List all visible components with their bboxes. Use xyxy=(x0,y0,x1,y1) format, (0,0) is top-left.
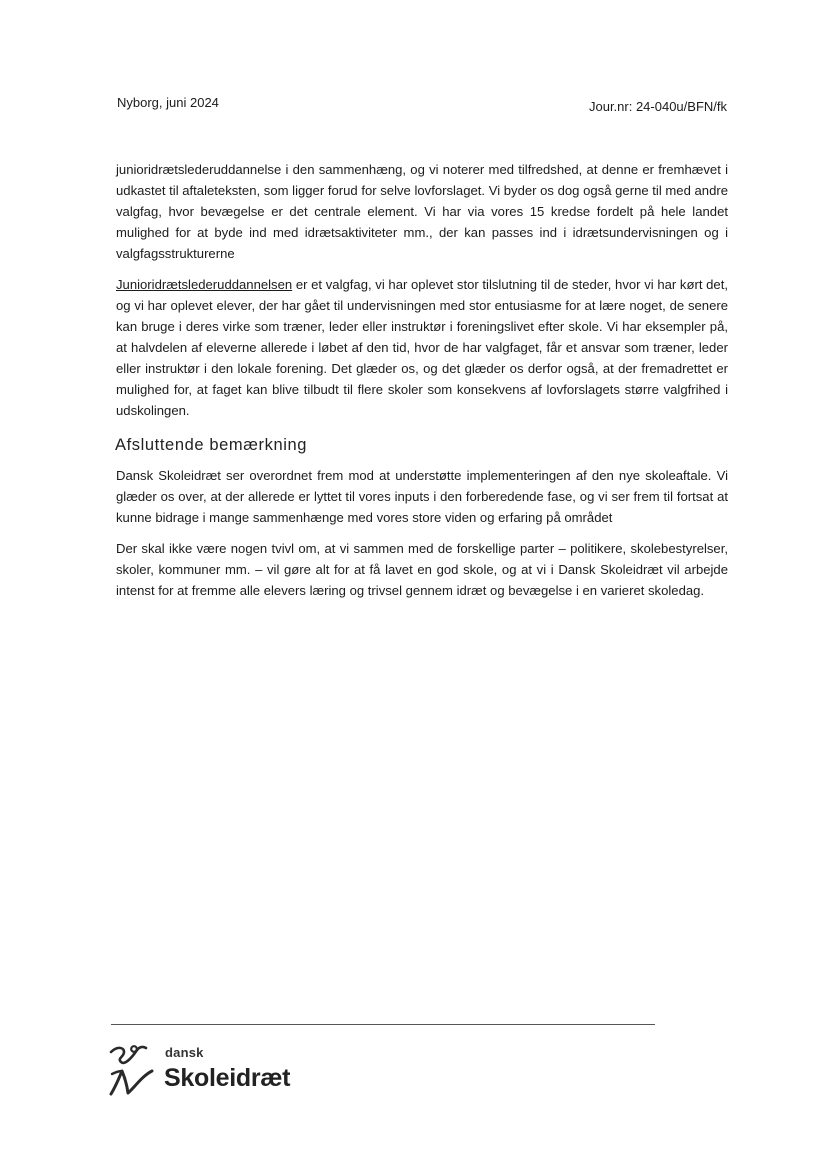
junior-education-link[interactable]: Junioridrætslederuddannelsen xyxy=(116,277,293,292)
letter-body xyxy=(116,159,728,611)
section-heading: Afsluttende bemærkning xyxy=(115,436,308,454)
paragraph-1: junioridrætslederuddannelse i den sammenhæng, og vi noterer med tilfredshed, at denne er fremhævet i udkastet til aftaleteksten, som ligger forud for selve lovforslaget. Vi byder os dog også gerne til med andre valgfag, hvor bevægelse er det centrale element. Vi har via vores 15 kredse fordelt på hele landet mulighed for at byde ind med idrætsaktiviteter mm., der kan passes ind i idrætsundervisningen og i valgfagsstrukturerne xyxy=(116,162,728,261)
dansk-skoleidraet-logo xyxy=(108,1044,308,1100)
paragraph-3: Dansk Skoleidræt ser overordnet frem mod at understøtte implementeringen af den nye skoleaftale. Vi glæder os over, at der allerede er lyttet til vores inputs i den forberedende fase, og vi ser frem til fortsat at kunne bidrage i mange sammenhænge med vores store viden og erfaring på området xyxy=(116,468,728,525)
paragraph-2 xyxy=(116,274,728,421)
place-date: Nyborg, juni 2024 xyxy=(117,95,219,110)
logo-text-skoleidraet: Skoleidræt xyxy=(164,1064,291,1092)
journal-number: Jour.nr: 24-040u/BFN/fk xyxy=(588,99,727,114)
page-header xyxy=(117,93,727,113)
footer-divider xyxy=(111,1024,655,1025)
logo-text-dansk: dansk xyxy=(165,1045,204,1060)
figure-logo-icon xyxy=(108,1044,154,1096)
paragraph-4: Der skal ikke være nogen tvivl om, at vi sammen med de forskellige parter – politikere, skolebestyrelser, skoler, kommuner mm. – vil gøre alt for at få lavet en god skole, og at vi i Dansk Skoleidræt vil arbejde intenst for at fremme alle elevers læring og trivsel gennem idræt og bevægelse i en varieret skoledag. xyxy=(116,541,728,598)
paragraph-2-text: er et valgfag, vi har oplevet stor tilslutning til de steder, hvor vi har kørt det, og vi har oplevet elever, der har gået til undervisningen med stor entusiasme for at lære noget, de senere kan bruge i deres virke som træner, leder eller instruktør i foreningslivet efter skole. Vi har eksempler på, at halvdelen af eleverne allerede i løbet af den tid, hvor de har valgfaget, får et ansvar som træner, leder eller instruktør i den lokale forening. Det glæder os, og det glæder os derfor også, at der fremadrettet er mulighed for, at faget kan blive tilbudt til flere skoler som konsekvens af lovforslagets større valgfrihed i udskolingen. xyxy=(116,277,728,418)
